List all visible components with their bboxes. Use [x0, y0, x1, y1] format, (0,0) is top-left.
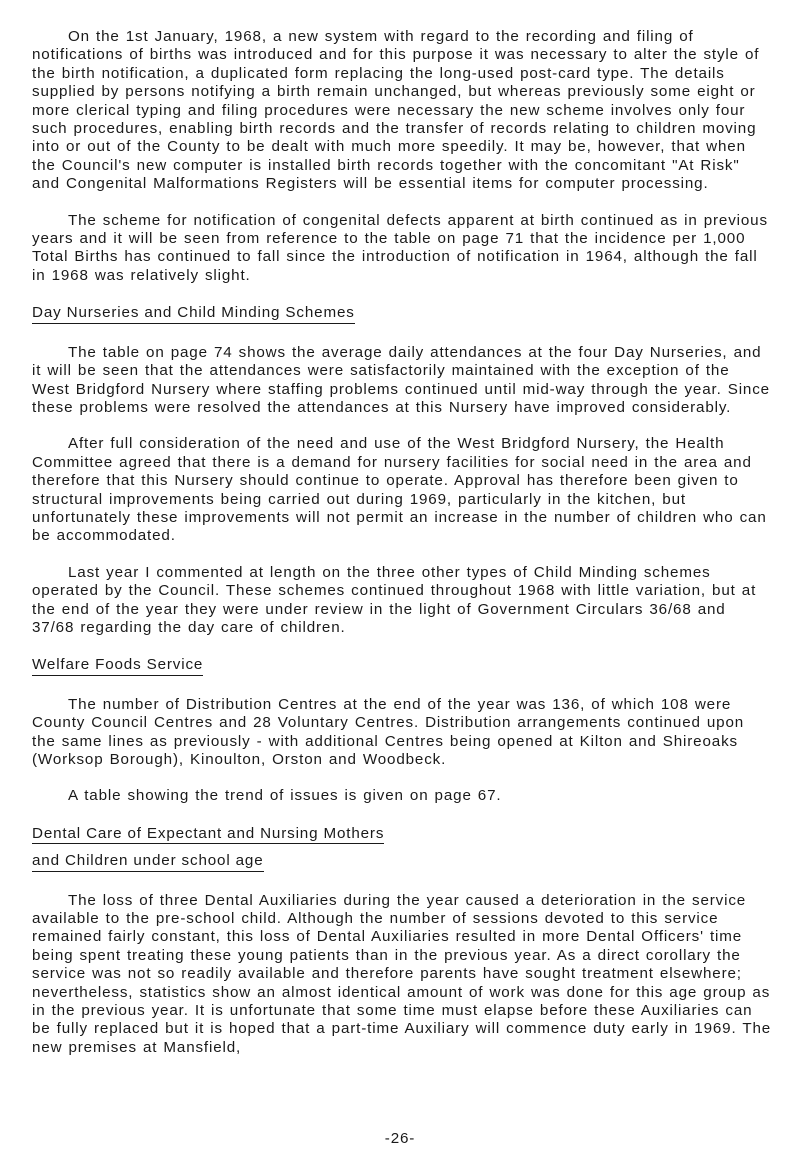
paragraph-congenital-defects: The scheme for notification of congenital defects apparent at birth continued as in previous years and it will be seen from reference to the table on page 71 that the incidence per 1,000 Total Births has continued to fall since the introduction of notification in 1964, although the fall in 1968 was relatively slight.	[32, 211, 768, 284]
paragraph-trend-table: A table showing the trend of issues is given on page 67.	[68, 787, 502, 805]
paragraph-west-bridgford-nursery: After full consideration of the need and use of the West Bridgford Nursery, the Health Committee agreed that there is a demand for nursery facilities for social need in the area and therefore that this Nursery should continue to operate. Approval has therefore been given to structural improvements being carried out during 1969, particularly in the kitchen, but unfortunately these improvements will not permit an increase in the number of children who can be accommodated.	[32, 435, 767, 545]
section-welfare-foods	[32, 656, 772, 675]
paragraph-dental-auxiliaries: The loss of three Dental Auxiliaries during the year caused a deterioration in the service available to the pre-school child. Although the number of sessions devoted to this service remained fairly constant, this loss of Dental Auxiliaries resulted in more Dental Officers' time being spent treating these young patients than in the previous year. As a direct corollary the service was not so readily available and therefore parents have sought treatment elsewhere; nevertheless, statistics show an almost identical amount of work was done for this age group as in the previous year. It is unfortunate that some time must elapse before these Auxiliaries can be fully replaced but it is hoped that a part-time Auxiliary will commence duty early in 1969. The new premises at Mansfield,	[32, 891, 772, 1056]
paragraph-day-nursery-attendances: The table on page 74 shows the average daily attendances at the four Day Nurseries, and it will be seen that the attendances were satisfactorily maintained with the exception of the West Bridgford Nursery where staffing problems continued until mid-way through the year. Since these problems were resolved the attendances at this Nursery have improved considerably.	[32, 343, 770, 416]
paragraph-birth-notifications: On the 1st January, 1968, a new system with regard to the recording and filing of notifications of births was introduced and for this purpose it was necessary to alter the style of the birth notification, a duplicated form replacing the long-used post-card type. The details supplied by persons notifying a birth remain unchanged, but whereas previously some eight or more clerical typing and filing procedures were necessary the new scheme involves only four such procedures, enabling birth records and the transfer of records relating to children moving into or out of the County to be dealt with much more speedily. It may be, however, that when the Council's new computer is installed birth records together with the concomitant "At Risk" and Congenital Malformations Registers will be essential items for computer processing.	[32, 28, 760, 193]
heading-day-nurseries: Day Nurseries and Child Minding Schemes	[32, 304, 355, 323]
paragraph-child-minding: Last year I commented at length on the three other types of Child Minding schemes operated by the Council. These schemes continued throughout 1968 with little variation, but at the end of the year they were under review in the light of Government Circulars 36/68 and 37/68 regarding the day care of children.	[32, 563, 757, 636]
document-page	[32, 28, 772, 1057]
page-number: -26-	[384, 1130, 416, 1147]
section-dental-care	[32, 825, 772, 872]
heading-welfare-foods: Welfare Foods Service	[32, 656, 203, 675]
paragraph-distribution-centres: The number of Distribution Centres at the end of the year was 136, of which 108 were County Council Centres and 28 Voluntary Centres. Distribution arrangements continued upon the same lines as previously - with additional Centres being opened at Kilton and Shireoaks (Worksop Borough), Kinoulton, Orston and Woodbeck.	[32, 695, 745, 768]
heading-dental-care-line2: and Children under school age	[32, 852, 264, 871]
section-day-nurseries	[32, 304, 772, 323]
heading-dental-care-line1: Dental Care of Expectant and Nursing Mothers	[32, 825, 384, 844]
